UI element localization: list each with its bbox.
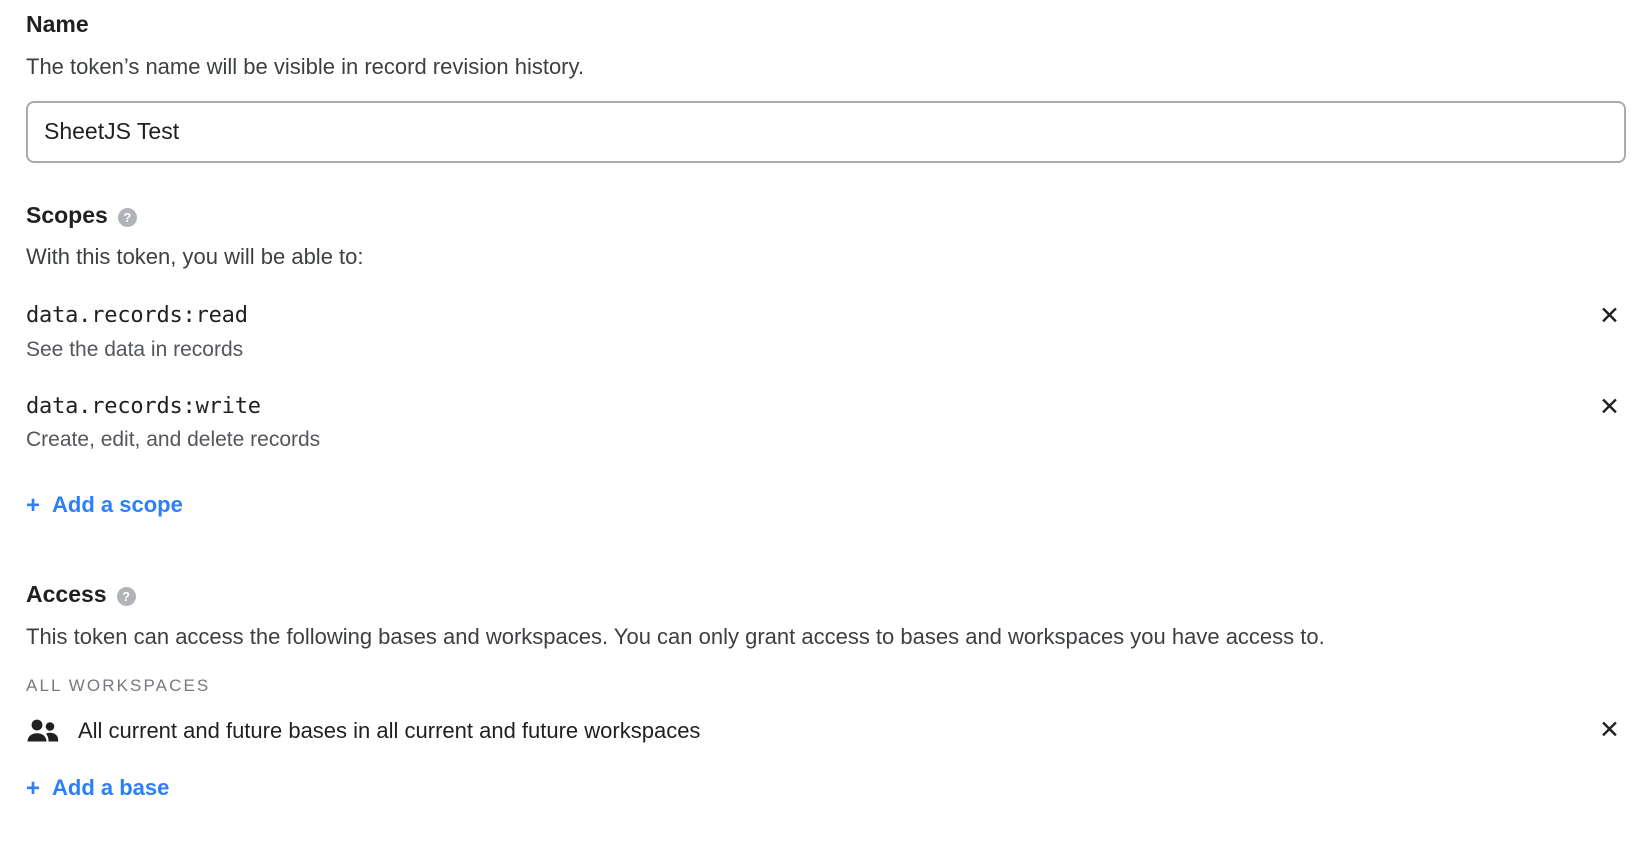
add-scope-label: Add a scope <box>52 491 183 517</box>
plus-icon: + <box>26 491 41 519</box>
access-heading: Access <box>26 580 107 607</box>
add-base-row <box>26 775 1626 801</box>
scope-code: data.records:read <box>26 303 248 329</box>
add-scope-row <box>26 492 1626 518</box>
question-mark-icon[interactable]: ? <box>118 208 137 227</box>
scope-text <box>26 302 248 363</box>
question-mark-icon[interactable]: ? <box>117 587 136 606</box>
name-description: The token’s name will be visible in record revision history. <box>26 53 584 79</box>
all-workspaces-group-label: ALL WORKSPACES <box>26 676 211 696</box>
scopes-title-row <box>26 201 1626 231</box>
people-group-icon <box>26 718 60 744</box>
scopes-description: With this token, you will be able to: <box>26 244 364 270</box>
access-title-row <box>26 580 1626 610</box>
add-scope-button[interactable] <box>26 492 183 518</box>
scope-row <box>26 393 1626 454</box>
access-description: This token can access the following bases and workspaces. You can only grant access to bases and workspaces you have access to. <box>26 623 1325 649</box>
remove-scope-icon[interactable]: ✕ <box>1599 392 1620 421</box>
scope-row <box>26 302 1626 363</box>
scope-description: See the data in records <box>26 337 244 361</box>
token-name-input[interactable] <box>26 101 1626 163</box>
scope-code: data.records:write <box>26 393 261 419</box>
name-title-row <box>26 10 1626 40</box>
add-base-label: Add a base <box>52 775 170 801</box>
scopes-section <box>26 201 1626 518</box>
name-heading: Name <box>26 11 89 37</box>
scope-description: Create, edit, and delete records <box>26 428 321 452</box>
scopes-heading: Scopes <box>26 201 108 228</box>
plus-icon: + <box>26 775 41 803</box>
name-section <box>26 10 1626 163</box>
remove-workspace-icon[interactable]: ✕ <box>1599 716 1620 745</box>
workspace-left <box>26 718 700 744</box>
add-base-button[interactable] <box>26 775 169 801</box>
remove-scope-icon[interactable]: ✕ <box>1599 302 1620 331</box>
workspace-label: All current and future bases in all current and future workspaces <box>78 717 701 743</box>
scope-text <box>26 393 320 454</box>
access-section <box>26 580 1626 802</box>
workspace-row <box>26 716 1626 745</box>
